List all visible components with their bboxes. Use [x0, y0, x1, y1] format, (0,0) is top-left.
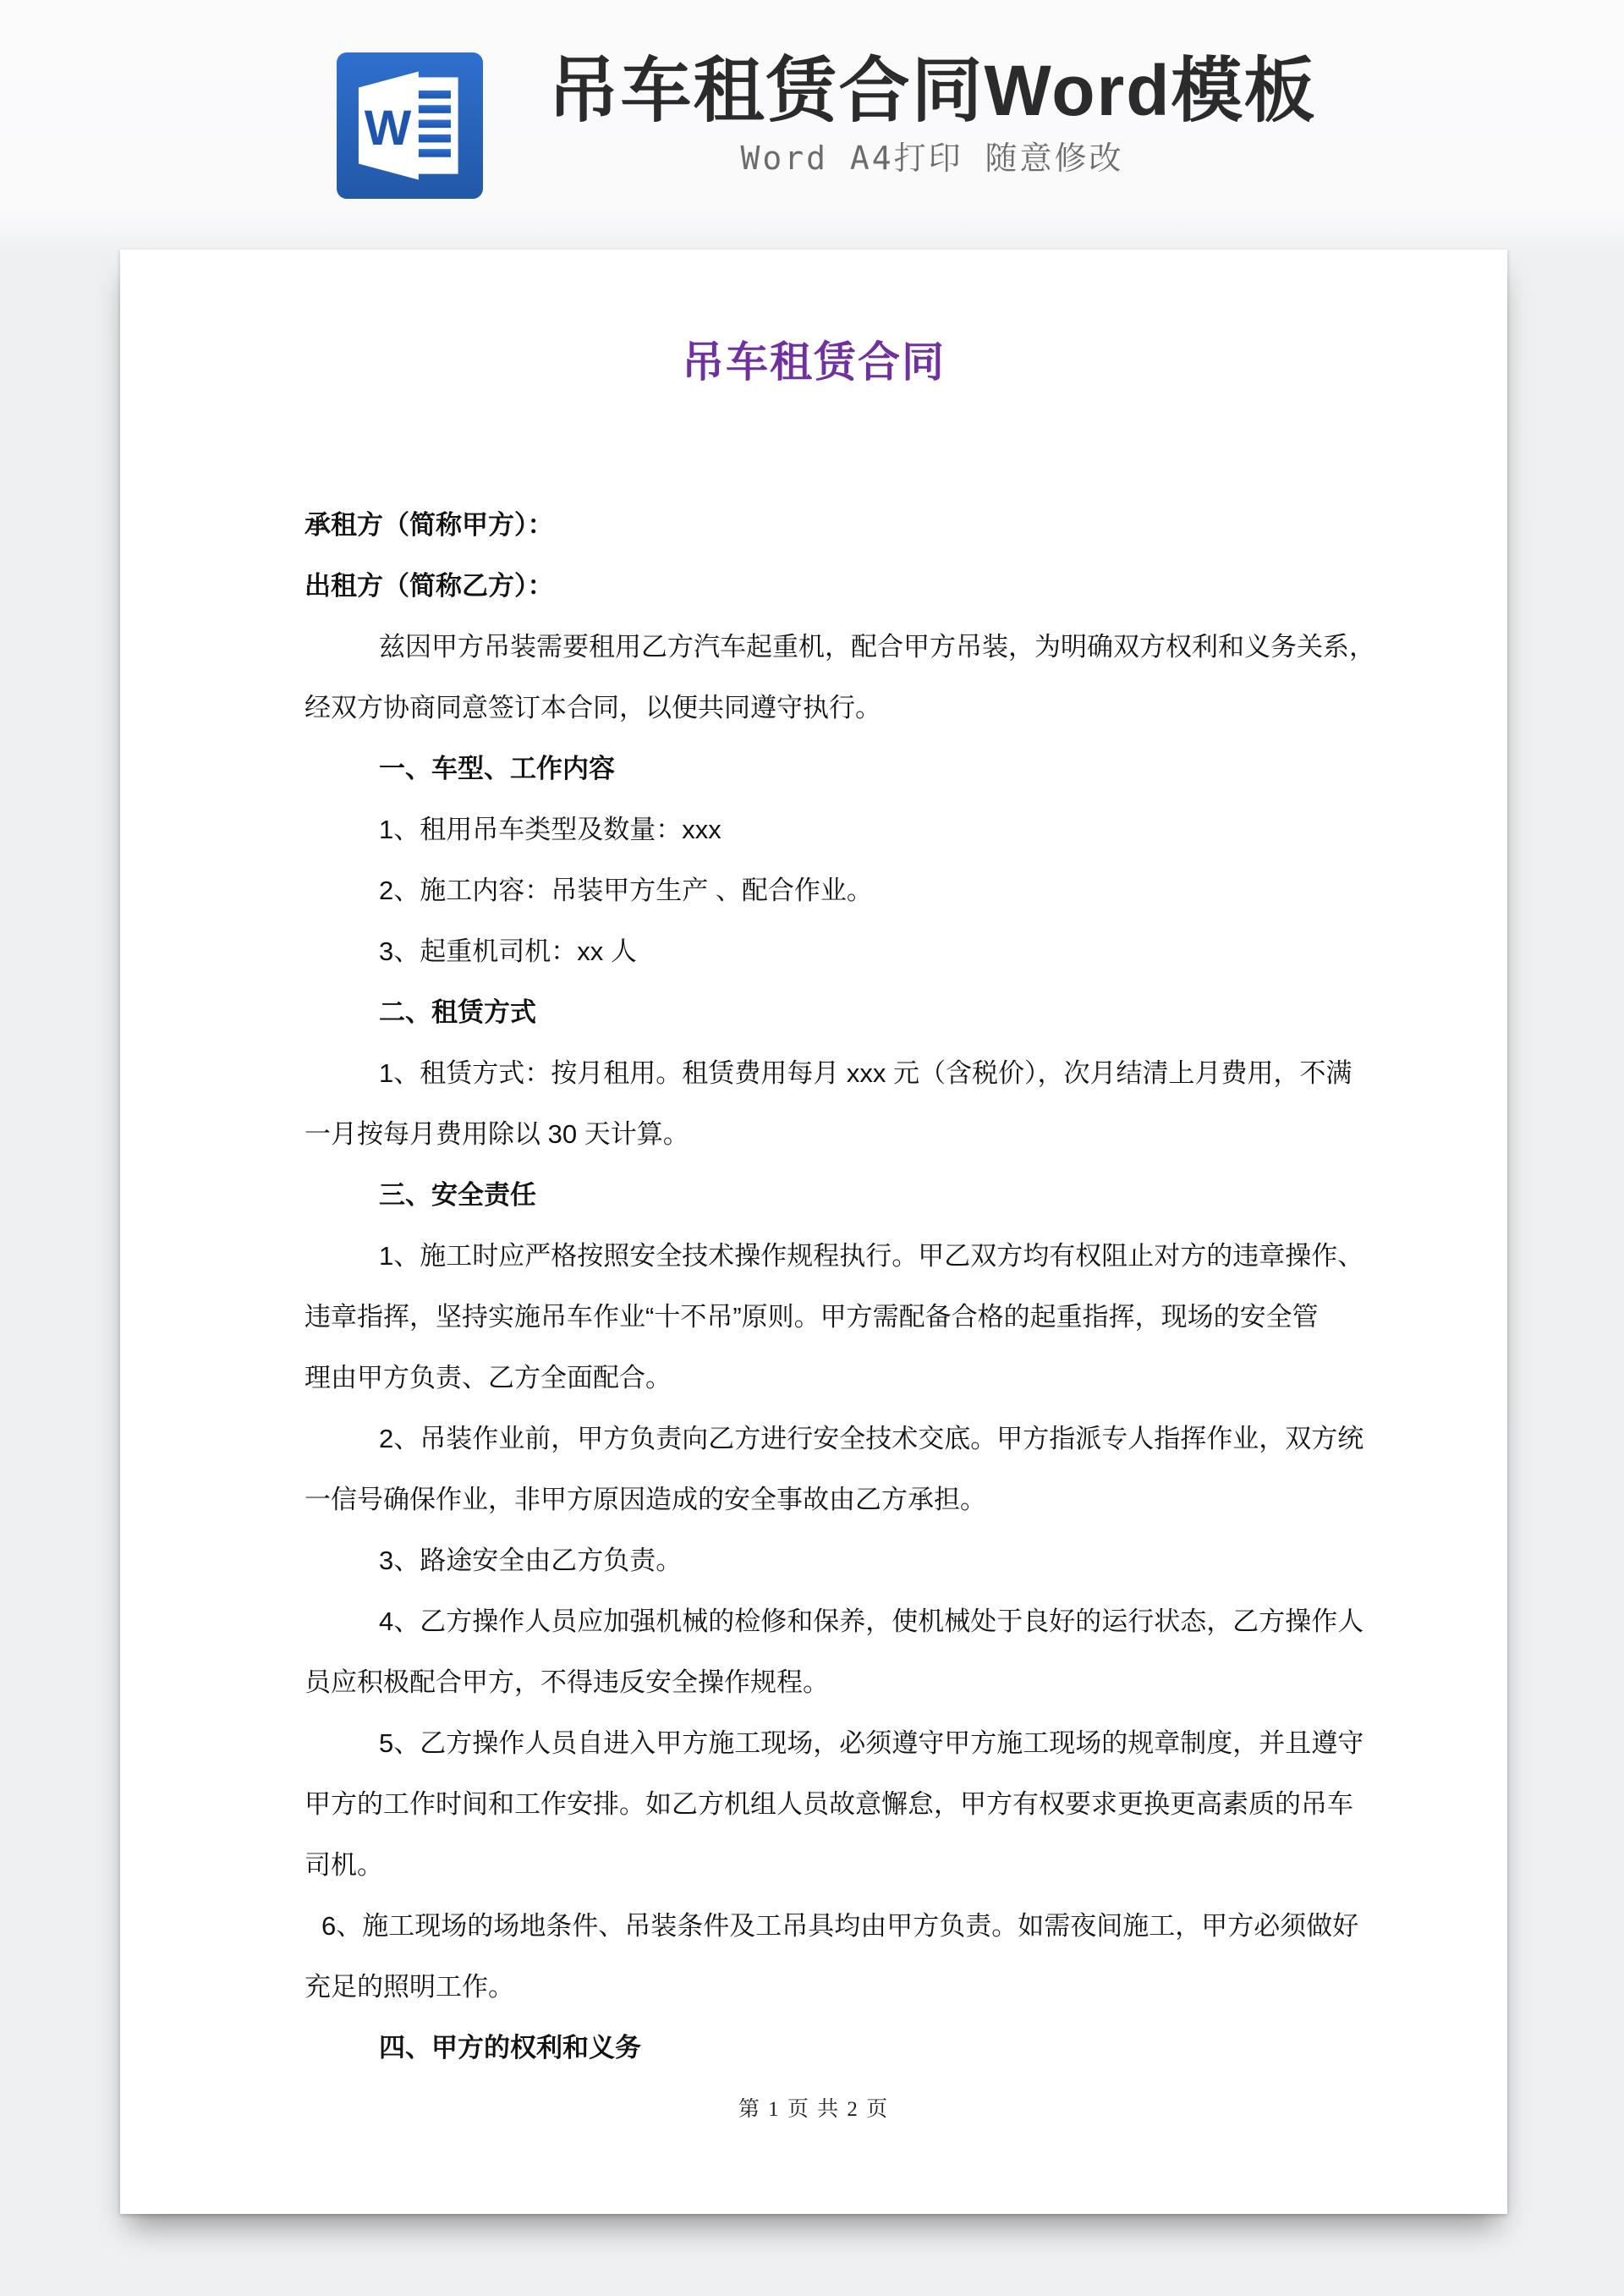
- doc-line: 2、施工内容：吊装甲方生产 、配合作业。: [379, 876, 873, 905]
- page-subtitle: Word A4打印 随意修改: [740, 140, 1124, 177]
- doc-line: 出租方（简称乙方）：: [304, 571, 554, 601]
- doc-line: 充足的照明工作。: [304, 1972, 514, 2002]
- svg-text:W: W: [364, 100, 412, 156]
- doc-line: 2、吊装作业前，甲方负责向乙方进行安全技术交底。甲方指派专人指挥作业，双方统: [379, 1424, 1364, 1453]
- doc-line: 违章指挥，坚持实施吊车作业“十不吊”原则。甲方需配备合格的起重指挥，现场的安全管: [304, 1302, 1319, 1332]
- doc-body: [120, 495, 1507, 2079]
- doc-line: 一月按每月费用除以 30 天计算。: [304, 1119, 689, 1149]
- doc-line: 理由甲方负责、乙方全面配合。: [304, 1363, 672, 1392]
- doc-line: 四、甲方的权利和义务: [379, 2033, 641, 2063]
- doc-line: 1、施工时应严格按照安全技术操作规程执行。甲乙双方均有权阻止对方的违章操作、: [379, 1241, 1364, 1271]
- header-text: [526, 47, 1338, 178]
- page-number-footer: 第 1 页 共 2 页: [738, 2098, 890, 2121]
- doc-line: 3、路途安全由乙方负责。: [379, 1546, 683, 1575]
- doc-line: 甲方的工作时间和工作安排。如乙方机组人员故意懈怠，甲方有权要求更换更高素质的吊车: [304, 1789, 1353, 1819]
- doc-line: 5、乙方操作人员自进入甲方施工现场，必须遵守甲方施工现场的规章制度，并且遵守: [379, 1728, 1364, 1758]
- doc-line: 经双方协商同意签订本合同，以便共同遵守执行。: [304, 693, 881, 722]
- doc-line: 二、租赁方式: [379, 997, 536, 1027]
- doc-line: 三、安全责任: [379, 1180, 536, 1210]
- doc-line: 一信号确保作业，非甲方原因造成的安全事故由乙方承担。: [304, 1485, 986, 1514]
- doc-line: 3、起重机司机：xx 人: [379, 937, 637, 966]
- doc-line: 一、车型、工作内容: [379, 754, 615, 783]
- site-header: [0, 0, 1624, 250]
- doc-line: 承租方（简称甲方）：: [304, 510, 554, 540]
- doc-line: 6、施工现场的场地条件、吊装条件及工吊具均由甲方负责。如需夜间施工，甲方必须做好: [321, 1911, 1359, 1941]
- document-title: 吊车租赁合同: [682, 338, 946, 386]
- doc-line: 1、租赁方式：按月租用。租赁费用每月 xxx 元（含税价），次月结清上月费用，不满: [379, 1058, 1352, 1088]
- doc-line: 4、乙方操作人员应加强机械的检修和保养，使机械处于良好的运行状态，乙方操作人: [379, 1607, 1364, 1636]
- word-icon: [337, 49, 483, 202]
- doc-line: 1、租用吊车类型及数量：xxx: [379, 815, 721, 844]
- document-page: [120, 250, 1507, 2214]
- doc-line: 司机。: [304, 1850, 383, 1880]
- doc-line: 兹因甲方吊装需要租用乙方汽车起重机，配合甲方吊装，为明确双方权利和义务关系，: [379, 632, 1375, 662]
- doc-line: 员应积极配合甲方，不得违反安全操作规程。: [304, 1667, 829, 1697]
- page-title: 吊车租赁合同Word模板: [547, 51, 1317, 130]
